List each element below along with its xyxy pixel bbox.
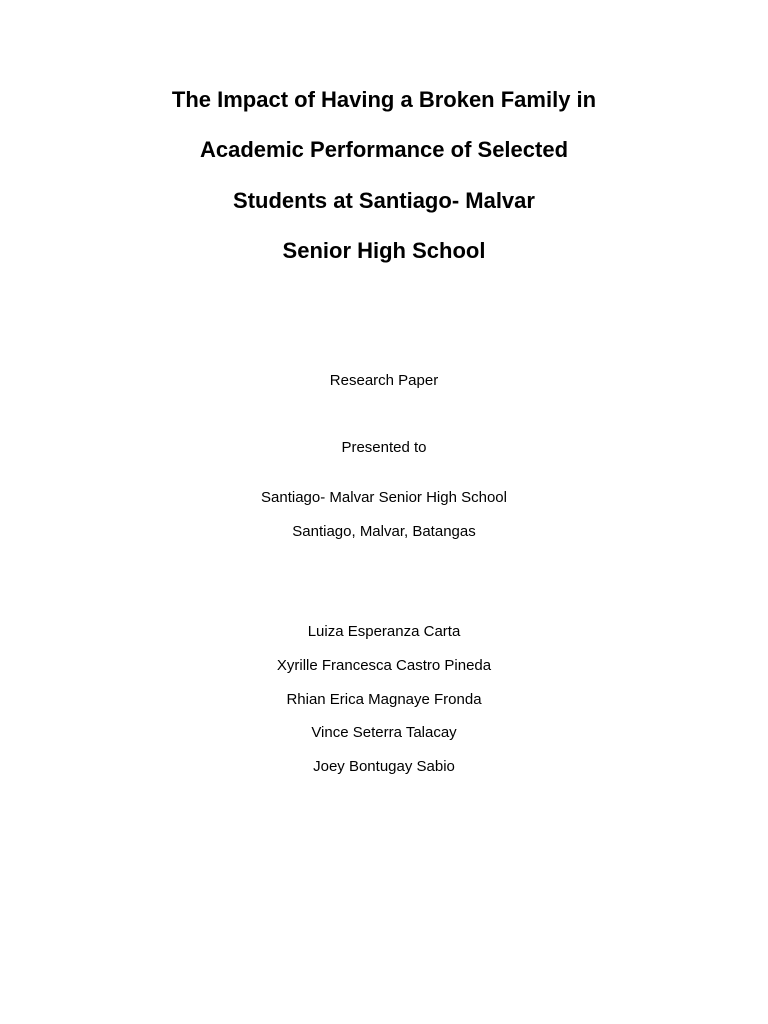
author-name: Xyrille Francesca Castro Pineda xyxy=(276,657,492,674)
author-name: Luiza Esperanza Carta xyxy=(307,623,461,640)
title-line: Senior High School xyxy=(282,238,486,263)
institution-address: Santiago, Malvar, Batangas xyxy=(292,523,476,540)
author-name: Vince Seterra Talacay xyxy=(311,724,457,741)
title-line: The Impact of Having a Broken Family in xyxy=(171,87,597,112)
presented-to-label: Presented to xyxy=(341,439,427,456)
document-type: Research Paper xyxy=(329,372,439,389)
institution-name: Santiago- Malvar Senior High School xyxy=(261,489,507,506)
title-line: Academic Performance of Selected xyxy=(199,137,569,162)
author-name: Joey Bontugay Sabio xyxy=(313,758,455,775)
author-name: Rhian Erica Magnaye Fronda xyxy=(286,691,482,708)
title-line: Students at Santiago- Malvar xyxy=(233,188,535,213)
